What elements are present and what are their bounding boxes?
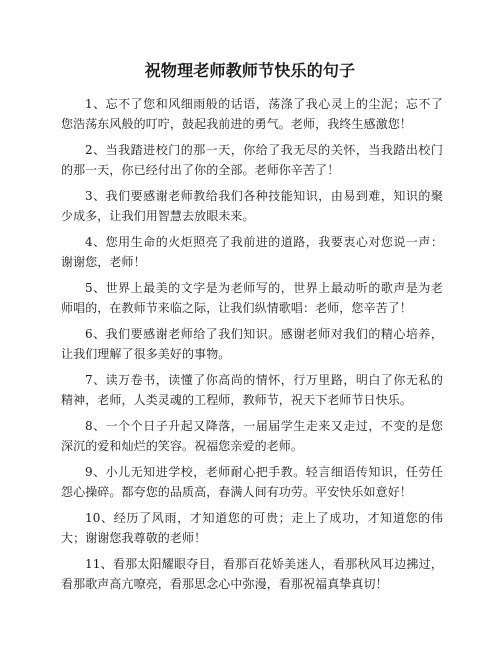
paragraph-7: 7、读万卷书，读懂了你高尚的情怀，行万里路，明白了你无私的精神，老师，人类灵魂的工程师，教师节，祝天下老师节日快乐。 <box>61 373 443 407</box>
paragraph-8: 8、一个个日子升起又降落，一届届学生走来又走过，不变的是您深沉的爱和灿烂的笑容。祝福您亲爱的老师。 <box>61 419 443 453</box>
paragraph-11: 11、看那太阳耀眼夺目，看那百花娇美迷人，看那秋风耳边拂过，看那歌声高亢嘹亮，看那思念心中弥漫，看那祝福真挚真切！ <box>61 557 443 591</box>
paragraph-6: 6、我们要感谢老师给了我们知识。感谢老师对我们的精心培养，让我们理解了很多美好的事物。 <box>61 327 443 361</box>
paragraph-5: 5、世界上最美的文字是为老师写的，世界上最动听的歌声是为老师唱的，在教师节来临之际，让我们纵情歌唱：老师，您辛苦了！ <box>61 281 443 315</box>
paragraph-10: 10、经历了风雨，才知道您的可贵；走上了成功，才知道您的伟大；谢谢您我尊敬的老师！ <box>61 511 443 545</box>
paragraph-3: 3、我们要感谢老师教给我们各种技能知识，由易到难，知识的聚少成多，让我们用智慧去放眼未来。 <box>61 189 443 223</box>
paragraph-1: 1、忘不了您和风细雨般的话语，荡涤了我心灵上的尘泥；忘不了您浩荡东风般的叮咛，鼓起我前进的勇气。老师，我终生感激您！ <box>61 97 443 131</box>
paragraph-9: 9、小儿无知进学校，老师耐心把手教。轻言细语传知识，任劳任怨心操碎。都夸您的品质高，春满人间有功劳。平安快乐如意好！ <box>61 465 443 499</box>
paragraph-4: 4、您用生命的火炬照亮了我前进的道路，我要衷心对您说一声：谢谢您，老师！ <box>61 235 443 269</box>
page-title: 祝物理老师教师节快乐的句子 <box>144 61 356 80</box>
document-body <box>61 94 443 600</box>
paragraph-2: 2、当我踏进校门的那一天，你给了我无尽的关怀，当我踏出校门的那一天，你已经付出了你的全部。老师你辛苦了！ <box>61 143 443 177</box>
